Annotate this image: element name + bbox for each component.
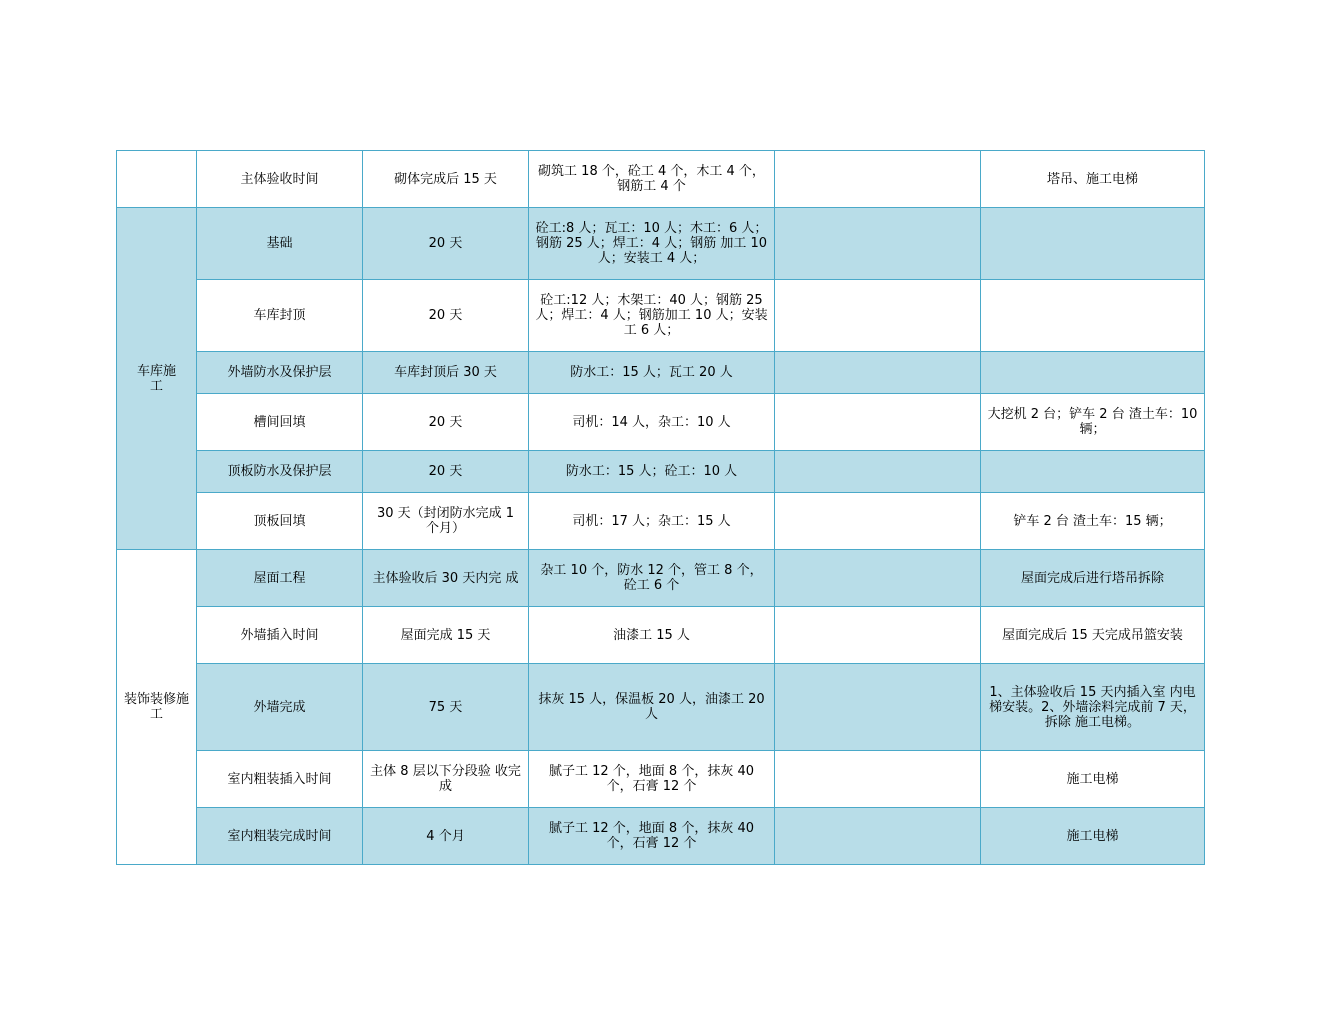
duration-cell: 主体 8 层以下分段验 收完成 <box>363 751 529 808</box>
duration-cell: 20 天 <box>363 451 529 493</box>
empty-cell <box>775 550 981 607</box>
table-row <box>117 352 1205 394</box>
item-cell: 车库封顶 <box>197 280 363 352</box>
equipment-cell <box>981 451 1205 493</box>
labor-cell: 防水工：15 人；瓦工 20 人 <box>529 352 775 394</box>
empty-cell <box>775 664 981 751</box>
labor-cell: 砼工:12 人；木架工：40 人；钢筋 25 人；焊工：4 人；钢筋加工 10 人；安装工 6 人； <box>529 280 775 352</box>
equipment-cell: 施工电梯 <box>981 751 1205 808</box>
duration-cell: 车库封顶后 30 天 <box>363 352 529 394</box>
labor-cell: 砼工:8 人；瓦工：10 人；木工：6 人；钢筋 25 人；焊工：4 人；钢筋 加工 10 人；安装工 4 人； <box>529 208 775 280</box>
table-row <box>117 493 1205 550</box>
labor-cell: 抹灰 15 人，保温板 20 人，油漆工 20 人 <box>529 664 775 751</box>
empty-cell <box>775 493 981 550</box>
equipment-cell: 铲车 2 台 渣土车：15 辆； <box>981 493 1205 550</box>
labor-cell: 腻子工 12 个，地面 8 个，抹灰 40 个，石膏 12 个 <box>529 751 775 808</box>
duration-cell: 屋面完成 15 天 <box>363 607 529 664</box>
item-cell: 外墙防水及保护层 <box>197 352 363 394</box>
labor-cell: 腻子工 12 个，地面 8 个，抹灰 40 个，石膏 12 个 <box>529 808 775 865</box>
duration-cell: 20 天 <box>363 208 529 280</box>
empty-cell <box>775 751 981 808</box>
group-cell <box>117 208 197 550</box>
empty-cell <box>775 451 981 493</box>
duration-cell: 20 天 <box>363 280 529 352</box>
item-cell: 顶板防水及保护层 <box>197 451 363 493</box>
equipment-cell <box>981 208 1205 280</box>
empty-cell <box>775 352 981 394</box>
table-row <box>117 550 1205 607</box>
duration-cell: 20 天 <box>363 394 529 451</box>
duration-cell: 75 天 <box>363 664 529 751</box>
table-row <box>117 664 1205 751</box>
equipment-cell: 塔吊、施工电梯 <box>981 151 1205 208</box>
labor-cell: 司机：14 人，杂工：10 人 <box>529 394 775 451</box>
item-cell: 外墙插入时间 <box>197 607 363 664</box>
item-cell: 主体验收时间 <box>197 151 363 208</box>
table-row <box>117 280 1205 352</box>
duration-cell: 30 天（封闭防水完成 1 个月） <box>363 493 529 550</box>
equipment-cell <box>981 352 1205 394</box>
group-label: 车库施工 <box>136 363 176 394</box>
table-row <box>117 751 1205 808</box>
labor-cell: 防水工：15 人；砼工：10 人 <box>529 451 775 493</box>
empty-cell <box>775 808 981 865</box>
group-cell <box>117 550 197 865</box>
schedule-table <box>116 150 1205 865</box>
item-cell: 槽间回填 <box>197 394 363 451</box>
equipment-cell: 屋面完成后进行塔吊拆除 <box>981 550 1205 607</box>
labor-cell: 司机：17 人；杂工：15 人 <box>529 493 775 550</box>
table-row <box>117 151 1205 208</box>
equipment-cell: 屋面完成后 15 天完成吊篮安装 <box>981 607 1205 664</box>
labor-cell: 杂工 10 个，防水 12 个，管工 8 个，砼工 6 个 <box>529 550 775 607</box>
empty-cell <box>775 280 981 352</box>
item-cell: 屋面工程 <box>197 550 363 607</box>
schedule-body <box>117 151 1205 865</box>
table-row <box>117 607 1205 664</box>
item-cell: 室内粗装插入时间 <box>197 751 363 808</box>
labor-cell: 油漆工 15 人 <box>529 607 775 664</box>
group-cell <box>117 151 197 208</box>
table-row <box>117 808 1205 865</box>
equipment-cell: 施工电梯 <box>981 808 1205 865</box>
item-cell: 外墙完成 <box>197 664 363 751</box>
duration-cell: 主体验收后 30 天内完 成 <box>363 550 529 607</box>
empty-cell <box>775 208 981 280</box>
labor-cell: 砌筑工 18 个，砼工 4 个，木工 4 个，钢筋工 4 个 <box>529 151 775 208</box>
equipment-cell <box>981 280 1205 352</box>
empty-cell <box>775 607 981 664</box>
item-cell: 顶板回填 <box>197 493 363 550</box>
duration-cell: 4 个月 <box>363 808 529 865</box>
duration-cell: 砌体完成后 15 天 <box>363 151 529 208</box>
equipment-cell: 大挖机 2 台；铲车 2 台 渣土车：10 辆； <box>981 394 1205 451</box>
empty-cell <box>775 151 981 208</box>
item-cell: 室内粗装完成时间 <box>197 808 363 865</box>
group-label: 装饰装修施工 <box>123 692 189 722</box>
item-cell: 基础 <box>197 208 363 280</box>
table-row <box>117 208 1205 280</box>
table-row <box>117 394 1205 451</box>
table-row <box>117 451 1205 493</box>
empty-cell <box>775 394 981 451</box>
equipment-cell: 1、主体验收后 15 天内插入室 内电梯安装。2、外墙涂料完成前 7 天，拆除 施工电梯。 <box>981 664 1205 751</box>
